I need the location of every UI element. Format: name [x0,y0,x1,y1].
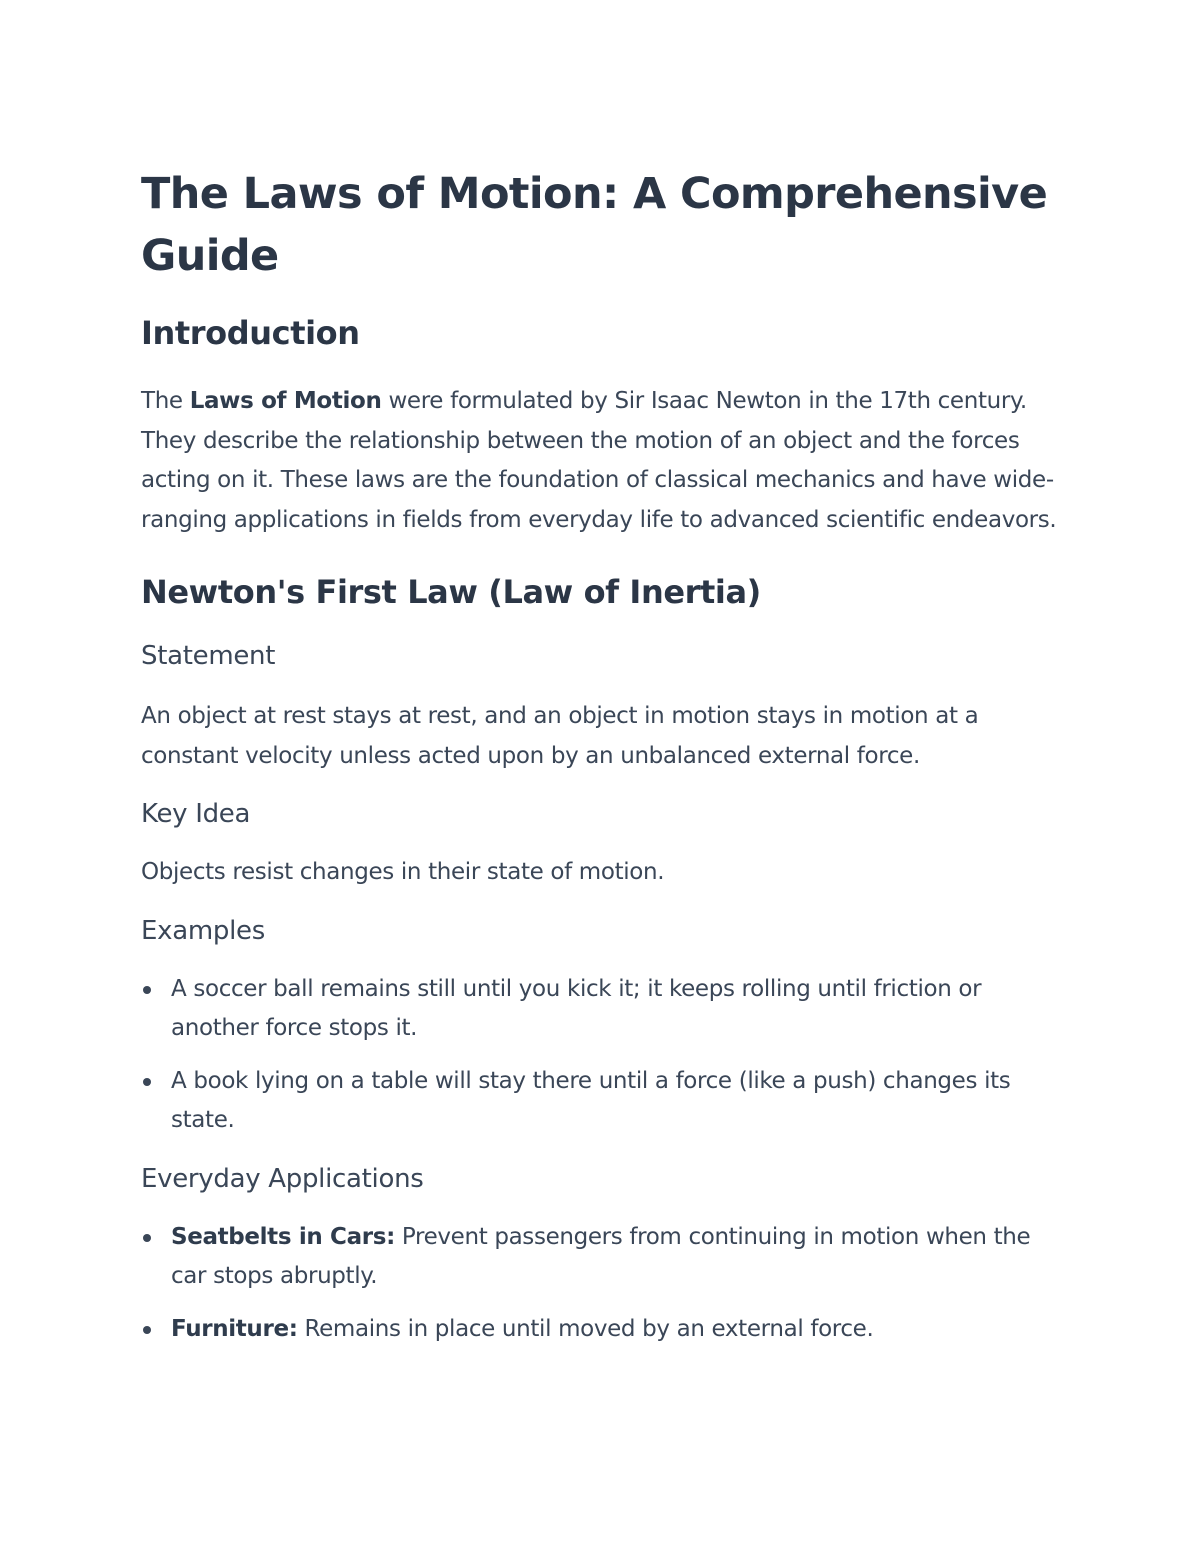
document-title: The Laws of Motion: A Comprehensive Guide [141,169,1048,281]
bullet-icon [143,1326,151,1334]
introduction-bold-term: Laws of Motion [189,388,382,414]
application-text: Prevent passengers from continuing in motion when the car stops abruptly. [171,1223,1031,1289]
example-text: A book lying on a table will stay there until a force (like a push) changes its state. [171,1067,1011,1133]
examples-heading: Examples [141,915,265,946]
bullet-icon [143,1078,151,1086]
first-law-heading: Newton's First Law (Law of Inertia) [141,573,761,611]
application-label: Seatbelts in Cars: [171,1223,395,1250]
introduction-rest: were formulated by Sir Isaac Newton in the 17th century. They describe the relationship between the motion of an object and the forces acting on it. These laws are the foundation of classical mechanics and have wide-ranging applications in fields from everyday life to advanced scientific endeavors. [141,388,1057,533]
introduction-heading: Introduction [141,314,360,352]
introduction-paragraph [141,382,1061,540]
applications-list [141,1218,1061,1350]
application-label: Furniture: [171,1315,298,1342]
bullet-icon [143,986,151,994]
applications-heading: Everyday Applications [141,1163,424,1194]
statement-text: An object at rest stays at rest, and an object in motion stays in motion at a constant velocity unless acted upon by an unbalanced external force. [141,703,979,769]
list-item [141,1310,1061,1350]
examples-list [141,970,1061,1141]
document-page [141,163,1061,1349]
example-text: A soccer ball remains still until you kick it; it keeps rolling until friction or another force stops it. [171,975,982,1041]
list-item [141,1062,1061,1141]
key-idea-heading: Key Idea [141,799,251,829]
introduction-prefix: The [141,388,190,414]
application-text: Remains in place until moved by an external force. [297,1315,874,1342]
statement-heading: Statement [141,641,276,671]
list-item [141,1218,1061,1297]
bullet-icon [143,1234,151,1242]
key-idea-text: Objects resist changes in their state of motion. [141,859,665,885]
list-item [141,970,1061,1049]
